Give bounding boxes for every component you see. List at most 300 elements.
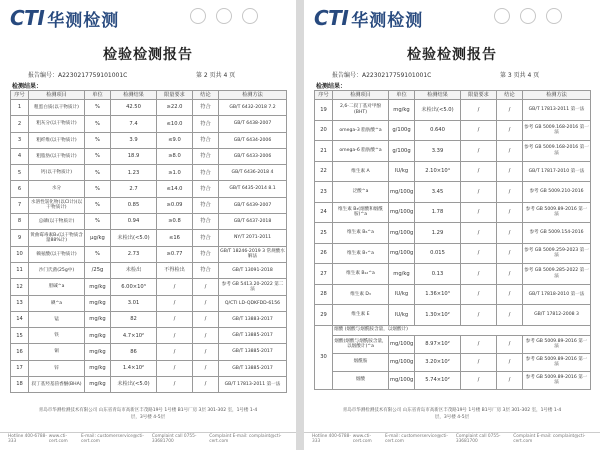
- cell-limit: /: [461, 182, 497, 203]
- website-link[interactable]: www.cti-cert.com: [352, 433, 372, 444]
- cell-result: 未检出(<5.0): [111, 230, 157, 246]
- cell-conclusion: /: [497, 120, 523, 141]
- cell-unit: mg/100g: [389, 353, 415, 371]
- cell-conclusion: 符合: [193, 181, 219, 197]
- seal-icon: [494, 8, 510, 24]
- logo-cn-text: 华测检测: [351, 10, 424, 31]
- cell-limit: ≥22.0: [157, 100, 193, 116]
- row-number: 5: [11, 165, 29, 181]
- cell-result: 42.50: [111, 100, 157, 116]
- column-header: 检测项目: [333, 91, 389, 100]
- cell-item: 铜: [29, 344, 85, 360]
- table-row: [11, 132, 287, 148]
- cell-result: 6.00×10³: [111, 279, 157, 295]
- cell-item: 维生素 B₆^a: [333, 223, 389, 244]
- row-number: 21: [315, 141, 333, 162]
- column-header: 单位: [389, 91, 415, 100]
- cell-conclusion: /: [497, 202, 523, 223]
- cell-unit: mg/100g: [389, 182, 415, 203]
- report-number: 报告编号：A2230217759101001C: [28, 72, 128, 79]
- table-row: [11, 246, 287, 262]
- cell-limit: ≥0.77: [157, 246, 193, 262]
- logo-cti-text: CTI: [10, 6, 45, 30]
- table-row: [11, 197, 287, 213]
- report-page-2: [0, 0, 296, 450]
- address-line-1: 青岛市华测检测技术有限公司 山东省青岛市高新区丰茂路19号 1号楼 B1号厂房 3层 301-302 室，1号楼 1-4: [342, 408, 562, 413]
- table-row: [315, 243, 591, 264]
- cell-limit: ≤16: [157, 230, 193, 246]
- cell-limit: /: [461, 223, 497, 244]
- cell-method: GB/T 17817-2010 第一法: [523, 161, 591, 182]
- cell-method: GB/T 13885-2017: [219, 328, 287, 344]
- cell-method: 参考 GB 5009.89-2016 第一法: [523, 202, 591, 223]
- cell-result: 1.36×10³: [415, 284, 461, 305]
- cell-method: GB/T 6436-2018 4: [219, 165, 287, 181]
- results-table: [314, 90, 591, 390]
- hotline-text: Hotline 400-6788-333: [8, 433, 47, 444]
- cell-unit: %: [85, 148, 111, 164]
- cell-item: 水溶性氯化物(以Cl计)(以干物质计): [29, 197, 85, 213]
- cell-limit: /: [461, 161, 497, 182]
- cell-method: NY/T 2071-2011: [219, 230, 287, 246]
- table-row: [11, 148, 287, 164]
- row-number: 18: [11, 377, 29, 393]
- cell-unit: mg/100g: [389, 371, 415, 389]
- cell-conclusion: 符合: [193, 148, 219, 164]
- cell-unit: %: [85, 116, 111, 132]
- lab-address: [318, 408, 586, 421]
- cell-limit: ≥0.8: [157, 214, 193, 230]
- email-link[interactable]: E-mail: customerservice@cti-cert.com: [80, 433, 144, 444]
- cell-item: 粗纤维(以干物质计): [29, 132, 85, 148]
- column-header: 单位: [85, 91, 111, 100]
- cell-item: omega-3 脂肪酸^a: [333, 120, 389, 141]
- cell-item: 粗脂肪(以干物质计): [29, 148, 85, 164]
- cell-item: 2,6-二叔丁基对甲酚(BHT): [333, 100, 389, 121]
- cell-result: 3.20×10²: [415, 353, 461, 371]
- cell-unit: %: [85, 165, 111, 181]
- cell-conclusion: /: [497, 371, 523, 389]
- table-row: [11, 262, 287, 278]
- cell-unit: %: [85, 197, 111, 213]
- cell-conclusion: /: [497, 284, 523, 305]
- cell-item: 烟酰胺: [333, 353, 389, 371]
- cell-result: 未检出(<5.0): [415, 100, 461, 121]
- logo-cn-text: 华测检测: [47, 10, 120, 31]
- cell-item: omega-6 脂肪酸^a: [333, 141, 389, 162]
- table-row: [11, 165, 287, 181]
- cell-conclusion: /: [497, 223, 523, 244]
- cell-unit: %: [85, 246, 111, 262]
- cell-conclusion: /: [497, 353, 523, 371]
- cell-item: 锰: [29, 311, 85, 327]
- cell-limit: /: [461, 264, 497, 285]
- cell-result: 3.9: [111, 132, 157, 148]
- cell-method: GB/T 6432-2018 7.2: [219, 100, 287, 116]
- table-row: [315, 284, 591, 305]
- cell-method: GB/T 17818-2010 第一法: [523, 284, 591, 305]
- cell-method: GB/T 6433-2006: [219, 148, 287, 164]
- table-row: [11, 360, 287, 376]
- cell-method: 参考 GB 5413.20-2022 第二法: [219, 279, 287, 295]
- cti-logo: [314, 6, 423, 30]
- cell-method: GB/T 6437-2018: [219, 214, 287, 230]
- cell-result: 1.78: [415, 202, 461, 223]
- cell-method: GB/T 17813-2011 第一法: [523, 100, 591, 121]
- cell-unit: %: [85, 214, 111, 230]
- cell-limit: /: [461, 335, 497, 353]
- cell-conclusion: /: [497, 141, 523, 162]
- page-number: 第 3 页共 4 页: [500, 72, 540, 79]
- row-number: 27: [315, 264, 333, 285]
- table-row: [11, 214, 287, 230]
- cell-item: 维生素 D₃: [333, 284, 389, 305]
- cell-conclusion: 符合: [193, 262, 219, 278]
- cell-conclusion: /: [193, 328, 219, 344]
- cell-conclusion: 符合: [193, 116, 219, 132]
- cell-unit: IU/kg: [389, 161, 415, 182]
- table-row: [11, 295, 287, 311]
- cell-unit: μg/kg: [85, 230, 111, 246]
- cell-limit: /: [461, 371, 497, 389]
- cell-conclusion: /: [497, 100, 523, 121]
- cell-limit: /: [461, 305, 497, 326]
- row-number: 17: [11, 360, 29, 376]
- cell-limit: /: [157, 311, 193, 327]
- cell-conclusion: /: [193, 295, 219, 311]
- row-number: 1: [11, 100, 29, 116]
- report-number: 报告编号：A2230217759101001C: [332, 72, 432, 79]
- cell-limit: ≤14.0: [157, 181, 193, 197]
- cell-conclusion: 符合: [193, 197, 219, 213]
- cell-conclusion: /: [193, 311, 219, 327]
- hotline-text: Hotline 400-6788-333: [312, 433, 351, 444]
- row-number: 30: [315, 325, 333, 389]
- row-number: 25: [315, 223, 333, 244]
- cell-method: 参考 GB 5009.210-2016: [523, 182, 591, 203]
- email-link[interactable]: E-mail: customerservice@cti-cert.com: [384, 433, 448, 444]
- row-number: 14: [11, 311, 29, 327]
- cell-unit: IU/kg: [389, 305, 415, 326]
- row-number: 13: [11, 295, 29, 311]
- address-line-2: 层，3号楼 4-5层: [130, 414, 166, 420]
- cell-item: 碘^a: [29, 295, 85, 311]
- cell-item: 烟酸(烟酸与烟酰胺含量，以烟酸计)^a: [333, 335, 389, 353]
- table-row: [11, 311, 287, 327]
- cell-limit: /: [157, 377, 193, 393]
- cell-unit: IU/kg: [389, 284, 415, 305]
- cell-limit: /: [461, 141, 497, 162]
- cell-conclusion: /: [497, 161, 523, 182]
- cell-method: GB/T 13885-2017: [219, 344, 287, 360]
- cell-method: GB/T 13883-2017: [219, 311, 287, 327]
- cell-unit: mg/kg: [389, 264, 415, 285]
- report-title: 检验检测报告: [407, 47, 497, 63]
- cell-unit: mg/100g: [389, 223, 415, 244]
- row-number: 2: [11, 116, 29, 132]
- row-number: 19: [315, 100, 333, 121]
- cell-method: GB/T 6438-2007: [219, 116, 287, 132]
- cell-item: 铁: [29, 328, 85, 344]
- row-group-title: 烟酸 (烟酸与烟酰胺含量，以烟酸计): [333, 325, 591, 335]
- row-number: 23: [315, 182, 333, 203]
- table-row: [315, 305, 591, 326]
- table-row: [315, 264, 591, 285]
- cell-limit: /: [157, 279, 193, 295]
- column-header: 检测方法: [523, 91, 591, 100]
- address-line-2: 层，3号楼 4-5层: [434, 414, 470, 420]
- cell-method: 参考 GB 5009.89-2016 第一法: [523, 353, 591, 371]
- cell-limit: ≥8.0: [157, 148, 193, 164]
- complaint-call-text: Complaint call 0755-33681700: [455, 433, 501, 444]
- table-row: [11, 279, 287, 295]
- cell-method: GB/T 13885-2017: [219, 360, 287, 376]
- cell-item: 胆碱^a: [29, 279, 85, 295]
- row-number: 3: [11, 132, 29, 148]
- cell-limit: ≥0.09: [157, 197, 193, 213]
- cell-result: 0.85: [111, 197, 157, 213]
- contact-bar: [0, 432, 296, 444]
- cell-item: 总磷(以干物质计): [29, 214, 85, 230]
- cell-unit: mg/kg: [85, 377, 111, 393]
- cell-limit: /: [461, 284, 497, 305]
- row-number: 6: [11, 181, 29, 197]
- cell-method: GB/T 17812-2008 3: [523, 305, 591, 326]
- cell-unit: %: [85, 181, 111, 197]
- seal-icon: [242, 8, 258, 24]
- page-gutter: [296, 0, 304, 450]
- complaint-call-text: Complaint call 0755-33681700: [151, 433, 197, 444]
- cell-conclusion: /: [193, 279, 219, 295]
- column-header: 序号: [11, 91, 29, 100]
- cell-limit: 不得检出: [157, 262, 193, 278]
- cell-item: 赖氨酸(以干物质计): [29, 246, 85, 262]
- table-row: [315, 223, 591, 244]
- cell-unit: mg/kg: [85, 295, 111, 311]
- row-number: 20: [315, 120, 333, 141]
- seal-icon: [520, 8, 536, 24]
- cell-result: 18.9: [111, 148, 157, 164]
- row-number: 29: [315, 305, 333, 326]
- table-row: [315, 202, 591, 223]
- cell-unit: mg/kg: [85, 279, 111, 295]
- row-number: 10: [11, 246, 29, 262]
- page-header: [304, 0, 600, 40]
- row-number: 26: [315, 243, 333, 264]
- cell-conclusion: 符合: [193, 100, 219, 116]
- cell-unit: mg/kg: [85, 311, 111, 327]
- cell-item: 维生素 A: [333, 161, 389, 182]
- contact-bar: [304, 432, 600, 444]
- cell-conclusion: 符合: [193, 230, 219, 246]
- table-row: [11, 181, 287, 197]
- cell-unit: mg/100g: [389, 243, 415, 264]
- table-row: [11, 328, 287, 344]
- cell-result: 2.7: [111, 181, 157, 197]
- cell-item: 维生素 B₇^a: [333, 243, 389, 264]
- cell-result: 0.015: [415, 243, 461, 264]
- cell-unit: g/100g: [389, 141, 415, 162]
- cell-method: 参考 GB 5009.89-2016 第一法: [523, 371, 591, 389]
- cell-result: 5.74×10²: [415, 371, 461, 389]
- row-number: 8: [11, 214, 29, 230]
- cell-item: 维生素 E: [333, 305, 389, 326]
- lab-address: [14, 408, 282, 421]
- seal-icon: [216, 8, 232, 24]
- report-page-3: [304, 0, 600, 450]
- cell-limit: ≥1.0: [157, 165, 193, 181]
- table-row: [315, 100, 591, 121]
- cell-unit: mg/100g: [389, 335, 415, 353]
- complaint-email-link[interactable]: Complaint E-mail: complaint@cti-cert.com: [209, 433, 282, 444]
- cell-result: 0.640: [415, 120, 461, 141]
- cell-method: GB/T 13091-2018: [219, 262, 287, 278]
- cell-unit: g/100g: [389, 120, 415, 141]
- cell-method: Q/CTI LD-QDKFDD-6156: [219, 295, 287, 311]
- table-row: [315, 353, 591, 371]
- column-header: 结论: [497, 91, 523, 100]
- cell-conclusion: /: [497, 335, 523, 353]
- complaint-email-link[interactable]: Complaint E-mail: complaint@cti-cert.com: [513, 433, 586, 444]
- row-number: 7: [11, 197, 29, 213]
- cell-result: 未检出(<5.0): [111, 377, 157, 393]
- cell-result: 0.13: [415, 264, 461, 285]
- seal-icon: [546, 8, 562, 24]
- cell-item: 钙(以干物质计): [29, 165, 85, 181]
- cell-unit: mg/kg: [85, 328, 111, 344]
- row-number: 22: [315, 161, 333, 182]
- cell-result: 1.30×10²: [415, 305, 461, 326]
- cell-item: 水分: [29, 181, 85, 197]
- column-header: 限量要求: [157, 91, 193, 100]
- results-table: [10, 90, 287, 393]
- cell-conclusion: /: [193, 360, 219, 376]
- cell-method: 参考 GB 5009.168-2016 第一法: [523, 120, 591, 141]
- seal-icon: [190, 8, 206, 24]
- row-number: 15: [11, 328, 29, 344]
- table-row: [11, 344, 287, 360]
- cell-unit: mg/100g: [389, 202, 415, 223]
- cell-result: 3.01: [111, 295, 157, 311]
- cell-item: 粗灰分(以干物质计): [29, 116, 85, 132]
- cell-item: 叔丁基羟基茴香醚(BHA): [29, 377, 85, 393]
- cell-result: 未检出: [111, 262, 157, 278]
- address-line-1: 青岛市华测检测技术有限公司 山东省青岛市高新区丰茂路19号 1号楼 B1号厂房 3层 301-302 室，1号楼 1-4: [38, 408, 258, 413]
- table-row: [315, 325, 591, 335]
- logo-cti-text: CTI: [314, 6, 349, 30]
- cell-limit: ≤10.0: [157, 116, 193, 132]
- cell-limit: /: [461, 202, 497, 223]
- cell-result: 2.10×10⁴: [415, 161, 461, 182]
- cell-unit: mg/kg: [85, 344, 111, 360]
- table-row: [315, 120, 591, 141]
- cell-limit: ≤9.0: [157, 132, 193, 148]
- column-header: 检测结果: [415, 91, 461, 100]
- row-number: 4: [11, 148, 29, 164]
- cell-method: 参考 GB 5009.89-2016 第一法: [523, 335, 591, 353]
- table-row: [315, 182, 591, 203]
- cell-conclusion: /: [497, 305, 523, 326]
- cell-method: GB/T 6439-2007: [219, 197, 287, 213]
- table-row: [11, 100, 287, 116]
- cell-limit: /: [157, 328, 193, 344]
- cell-result: 1.29: [415, 223, 461, 244]
- table-row: [315, 141, 591, 162]
- table-row: [11, 116, 287, 132]
- section-label: 检测结果：: [12, 83, 43, 90]
- table-row: [315, 371, 591, 389]
- cell-item: 沙门氏菌(25g中): [29, 262, 85, 278]
- table-row: [11, 230, 287, 246]
- cell-conclusion: 符合: [193, 246, 219, 262]
- cell-result: 4.7×10²: [111, 328, 157, 344]
- row-number: 28: [315, 284, 333, 305]
- cell-unit: %: [85, 100, 111, 116]
- cell-item: 维生素 B₃(烟酸和烟酰胺)^a: [333, 202, 389, 223]
- cell-conclusion: /: [497, 264, 523, 285]
- column-header: 结论: [193, 91, 219, 100]
- cell-result: 86: [111, 344, 157, 360]
- cell-result: 7.4: [111, 116, 157, 132]
- table-row: [315, 161, 591, 182]
- cell-item: 粗蛋白质(以干物质计): [29, 100, 85, 116]
- cell-conclusion: /: [193, 344, 219, 360]
- cell-limit: /: [157, 360, 193, 376]
- row-number: 12: [11, 279, 29, 295]
- row-number: 16: [11, 344, 29, 360]
- cell-item: 黄曲霉毒素B₁(以干物质含量88%计): [29, 230, 85, 246]
- cell-unit: mg/kg: [389, 100, 415, 121]
- website-link[interactable]: www.cti-cert.com: [48, 433, 68, 444]
- column-header: 限量要求: [461, 91, 497, 100]
- cell-conclusion: 符合: [193, 214, 219, 230]
- cell-result: 8.97×10²: [415, 335, 461, 353]
- cell-result: 1.4×10²: [111, 360, 157, 376]
- column-header: 检测结果: [111, 91, 157, 100]
- cell-method: GB/T 6435-2014 8.1: [219, 181, 287, 197]
- cell-method: 参考 GB 5009.285-2022 第一法: [523, 264, 591, 285]
- cell-method: GB/T 18246-2019 3 常规酸水解法: [219, 246, 287, 262]
- cell-limit: /: [461, 353, 497, 371]
- cell-unit: /25g: [85, 262, 111, 278]
- cell-limit: /: [461, 243, 497, 264]
- cell-result: 82: [111, 311, 157, 327]
- cell-conclusion: 符合: [193, 132, 219, 148]
- cell-result: 2.73: [111, 246, 157, 262]
- cell-method: 参考 GB 5009.168-2016 第一法: [523, 141, 591, 162]
- cell-item: 烟酸: [333, 371, 389, 389]
- row-number: 11: [11, 262, 29, 278]
- cell-conclusion: /: [193, 377, 219, 393]
- cell-conclusion: 符合: [193, 165, 219, 181]
- row-number: 24: [315, 202, 333, 223]
- table-row: [11, 377, 287, 393]
- column-header: 检测项目: [29, 91, 85, 100]
- cell-result: 1.23: [111, 165, 157, 181]
- cell-result: 0.94: [111, 214, 157, 230]
- cell-item: 维生素 B₁₂^a: [333, 264, 389, 285]
- cell-result: 3.39: [415, 141, 461, 162]
- cell-method: 参考 GB 5009.154-2016: [523, 223, 591, 244]
- report-title: 检验检测报告: [103, 47, 193, 63]
- cell-limit: /: [157, 344, 193, 360]
- cell-unit: mg/kg: [85, 360, 111, 376]
- cell-conclusion: /: [497, 243, 523, 264]
- cell-method: GB/T 17813-2011 第一法: [219, 377, 287, 393]
- row-number: 9: [11, 230, 29, 246]
- cell-method: GB/T 6434-2006: [219, 132, 287, 148]
- cell-limit: /: [157, 295, 193, 311]
